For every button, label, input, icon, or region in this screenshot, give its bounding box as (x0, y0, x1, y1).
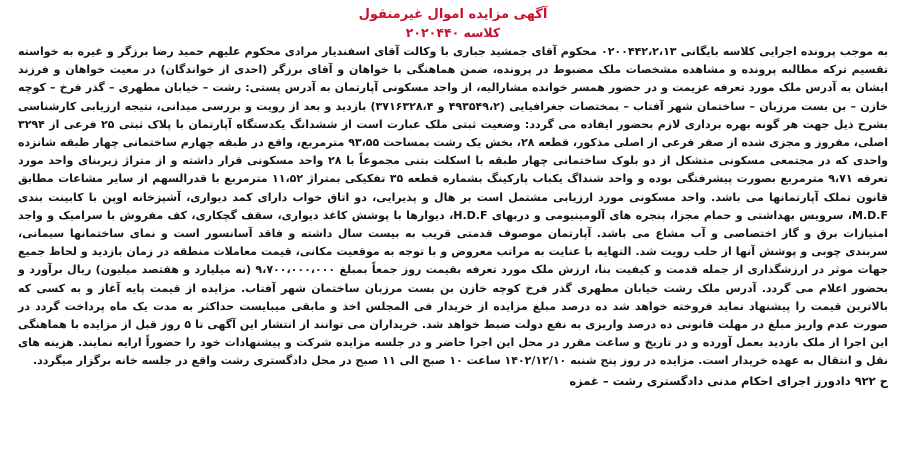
case-number: کلاسه ۲۰۲۰۴۴۰ (405, 25, 501, 40)
notice-header (18, 6, 888, 41)
notice-signature: ح ۹۲۲ دادورز اجرای احکام مدنی دادگستری رشت – غمزه (569, 373, 888, 388)
notice-title: آگهی مزایده اموال غیرمنقول (358, 7, 548, 22)
notice-body: به موجب پرونده اجرایی کلاسه بایگانی ۰۲۰۰۴۴۲،۲،۱۳ محکوم آقای جمشید جباری با وکالت آقای اسفندیار مرادی محکوم علیهم حمید رضا برزگر و غیره به خواسته تقسیم ترکه مطالبه پرونده و مشاهده مشخصات ملک مضبوط در پرونده، ضمن هماهنگی با خواهان و آقای برزگر (احدی از خواندگان) در معیت خواهان و فرزند ایشان به آدرس ملک مورد تعرفه عزیمت و در حضور همسر خوانده مشارالیه، از واحد مسکونی آپارتمان به آدرس پستی: رشت – خیابان مطهری – گذر فرخ – کوچه خازن – بن بست مرزبان – ساختمان شهر آفتاب – بمختصات جغرافیایی (۴۹۳۵۴۹،۲ و ۳۷۱۶۳۲۸،۴) بازدید و بعد از رویت و بررسی میدانی، نتیجه ارزیابی کارشناسی بشرح ذیل جهت هر گونه بهره برداری لازم بحضور ایفاده می گردد: وضعیت ثبتی ملک عبارت است از ششدانگ یکدستگاه آپارتمان با پلاک ثبتی ۲۵ فرعی از ۳۲۹۴ اصلی، مفروز و مجزی شده از صفر فرعی از اصلی مذکور، قطعه ۲۸، بخش یک رشت بمساحت ۹۳،۵۵ مترمربع، واقع در طبقه چهارم ساختمانی چهار طبقه شانزده واحدی که در مجتمعی مسکونی متشکل از دو بلوک ساختمانی چهار طبقه با اسکلت بتنی مجموعاً با ۲۸ واحد مسکونی قرار داشته و از متراژ زیربنای واحد مورد تعرفه ۹،۷۱ مترمربع بصورت پیشرفتگی بوده و واحد شنداگ یکباب پارکینگ بشماره قطعه ۳۵ تفکیکی بمتراژ ۱۱،۵۲ مترمربع با قدرالسهم از سایر مشاعات مطابق قانون تملک آپارتمانها می باشد. واحد مسکونی مورد ارزیابی مشتمل است بر هال و پذیرایی، دو اتاق خواب دارای کمد دیواری، آشپزخانه اوپن با کابینت بندی M.D.F، سرویس بهداشتی و حمام مجزا، پنجره های آلومینیومی و دربهای H.D.F، دیوارها با پوشش کاغذ دیواری، سقف گچکاری، کف مفروش با سرامیک و واجد امتیازات برق و گاز اختصاصی و آب مشاع می باشد. آپارتمان موصوف قدمتی قریب به بیست سال داشته و فاقد آسانسور است و نمای ساختمانها سیمانی، سربندی چوبی و پوشش آنها از حلب رویت شد. التهایه با عنایت به مراتب معروض و با توجه به موقعیت مکانی، قیمت معاملات منطقه در زمان بازدید و لحاظ جمیع جهات موثر در ارزشگذاری از جمله قدمت و کیفیت بنا، ارزش ملک مورد تعرفه بقیمت روز جمعاً بمبلغ ۹،۷۰۰،۰۰۰،۰۰۰ (نه میلیارد و هفتصد میلیون) ریال برآورد و بحضور اعلام می گردد. آدرس ملک رشت خیابان مطهری گذر فرخ کوچه خازن بن بست مرزبان ساختمان شهر آفتاب. مزایده از قیمت پایه آغاز و به کسی که بالاترین قیمت را پیشنهاد نماید فروخته خواهد شد ده درصد مبلغ مزایده از خریدار فی المجلس اخذ و مابقی میبایست حداکثر به مدت یک ماه پرداخت گردد در صورت عدم واریز مبلغ در مهلت قانونی ده درصد واریزی به نفع دولت ضبط خواهد شد. خریداران می توانند از انتشار این آگهی تا ۵ روز قبل از مزایده با هماهنگی این اجرا از ملک بازدید بعمل آورده و در تاریخ و ساعت مقرر در محل این اجرا حاضر و در جلسه مزایده شرکت و پیشنهادات خود را حضوراً ارایه نمایند. هزینه های نقل و انتقال به عهده خریدار است. مزایده در روز پنج شنبه ۱۴۰۲/۱۲/۱۰ ساعت ۱۰ صبح الی ۱۱ صبح در محل دادگستری رشت واقع در جلسه خانه برگزار میگردد. (18, 45, 889, 368)
